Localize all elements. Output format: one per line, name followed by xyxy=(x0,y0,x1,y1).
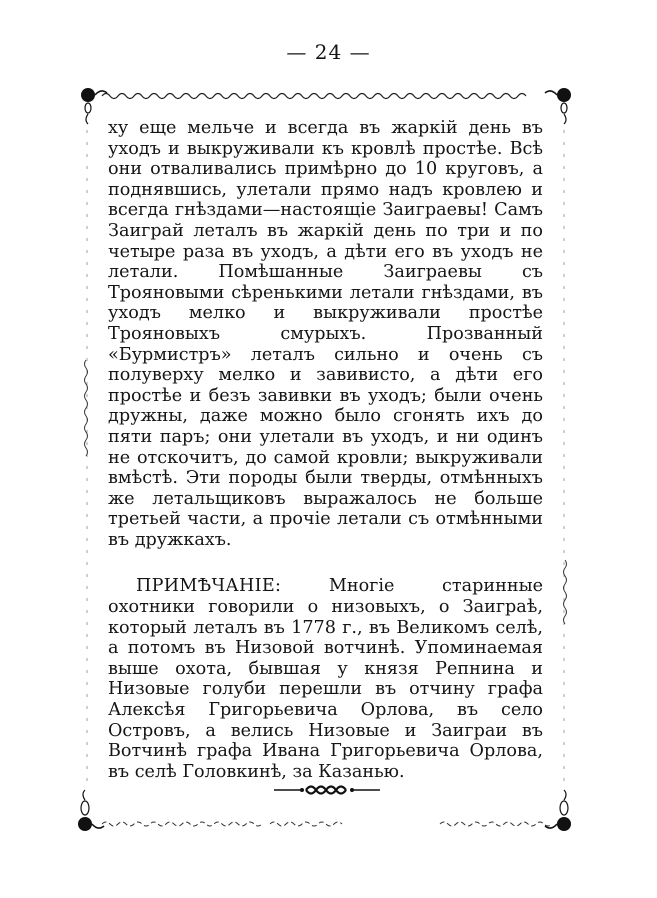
section-divider-ornament xyxy=(272,780,382,800)
note-label: ПРИМѢЧАНІЕ: xyxy=(136,576,282,597)
corner-ornament-bottom-left xyxy=(78,790,104,831)
corner-ornament-bottom-right xyxy=(545,790,571,831)
corner-ornament-top-right xyxy=(545,88,571,124)
corner-ornament-top-left xyxy=(81,88,107,124)
main-text xyxy=(108,118,543,782)
note-body: Многіе старинные охотники говорили о низовыхъ, о Заиграѣ, который леталъ въ 1778 г., въ Великомъ селѣ, а потомъ въ Низовой вотчинѣ. Упоминаемая выше охота, бывшая у князя Репнина и Низовые голуби перешли въ отчину графа Алексѣя Григорьевича Орлова, въ село Островъ, а велись Низовые и Заиграи въ Вотчинѣ графа Ивана Григорьевича Орлова, въ селѣ Головкинѣ, за Казанью. xyxy=(108,576,543,782)
top-border-flourish xyxy=(102,94,526,99)
note-paragraph xyxy=(108,576,543,782)
bottom-border-flourish xyxy=(102,822,552,826)
paragraph-1: ху еще мельче и всегда въ жаркій день въ уходъ и выкруживали къ кровлѣ простѣе. Всѣ они отваливались примѣрно до 10 круговъ, а поднявшись, улетали прямо надъ кровлею и всегда гнѣздами—настоящіе Заиграевы! Самъ Заиграй леталъ въ жаркій день по три и по четыре раза въ уходъ, а дѣти его въ уходъ не летали. Помѣшанные Заиграевы съ Трояновыми сѣренькими летали гнѣздами, въ уходъ мелко и выкруживали простѣе Трояновыхъ смурыхъ. Прозванный «Бурмистръ» леталъ сильно и очень съ полуверху мелко и завивисто, а дѣти его простѣе и безъ завивки въ уходъ; были очень дружны, даже можно было сгонять ихъ до пяти паръ; они улетали въ уходъ, и ни одинъ не отскочитъ, до самой кровли; выкруживали вмѣстѣ. Эти породы были тверды, отмѣнныхъ же летальщиковъ выражалось не больше третьей части, а прочіе летали съ отмѣнными въ дружкахъ. xyxy=(108,118,543,550)
page-number: — 24 — xyxy=(286,40,371,64)
